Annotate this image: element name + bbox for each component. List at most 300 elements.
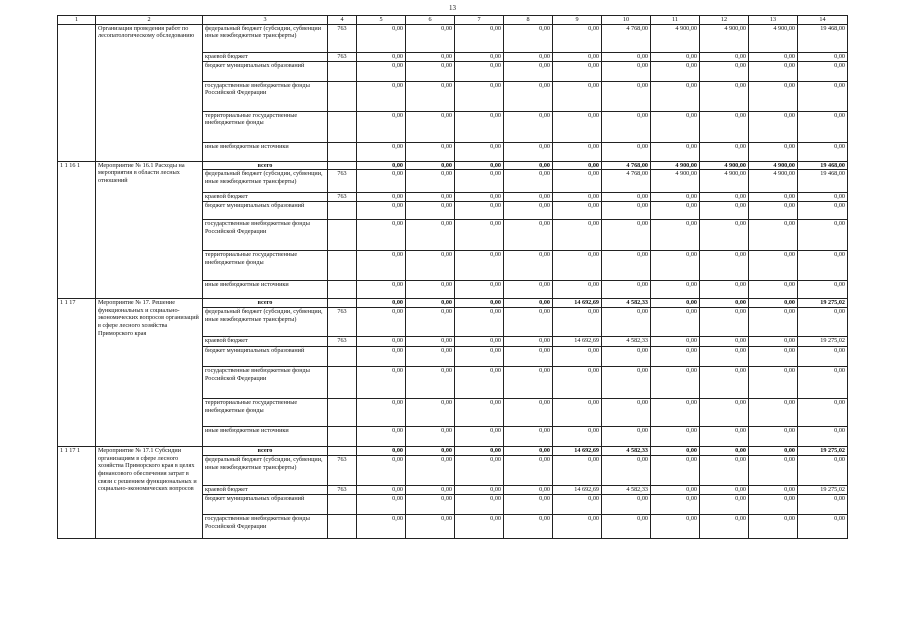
amount-cell: 0,00 (406, 347, 455, 367)
administrator-code (328, 61, 357, 81)
amount-cell: 0,00 (651, 515, 700, 539)
amount-cell: 0,00 (553, 81, 602, 111)
funding-source: федеральный бюджет (субсидии, субвенции, иные межбюджетные трансферты) (203, 308, 328, 337)
amount-cell: 0,00 (798, 193, 848, 202)
amount-cell: 0,00 (602, 81, 651, 111)
amount-cell: 0,00 (504, 281, 553, 299)
item-code: 1 1 16 1 (58, 161, 96, 299)
administrator-code (328, 251, 357, 281)
amount-cell: 0,00 (749, 193, 798, 202)
amount-cell: 0,00 (700, 337, 749, 347)
funding-source: государственные внебюджетные фонды Российской Федерации (203, 220, 328, 251)
administrator-code (328, 111, 357, 142)
amount-cell: 0,00 (455, 337, 504, 347)
column-number-2: 2 (96, 16, 203, 25)
amount-cell: 0,00 (504, 447, 553, 456)
amount-cell: 0,00 (602, 347, 651, 367)
amount-cell: 0,00 (700, 427, 749, 447)
administrator-code (328, 367, 357, 399)
amount-cell: 0,00 (504, 367, 553, 399)
amount-cell: 0,00 (651, 456, 700, 486)
amount-cell: 0,00 (749, 111, 798, 142)
item-code: 1 1 17 1 (58, 447, 96, 539)
amount-cell: 0,00 (602, 202, 651, 220)
amount-cell: 0,00 (700, 399, 749, 427)
amount-cell: 0,00 (749, 299, 798, 308)
amount-cell: 0,00 (700, 251, 749, 281)
amount-cell: 0,00 (357, 308, 406, 337)
amount-cell: 0,00 (700, 299, 749, 308)
item-name: Мероприятие № 17.1 Субсидии организациям в сфере лесного хозяйства Приморского края в целях финансового обеспечения затрат в связи с решением функциональных и социально-экономических вопросов (96, 447, 203, 539)
column-number-10: 10 (602, 16, 651, 25)
amount-cell: 0,00 (651, 61, 700, 81)
funding-source: территориальные государственные внебюджетные фонды (203, 399, 328, 427)
amount-cell: 0,00 (749, 515, 798, 539)
amount-cell: 0,00 (651, 220, 700, 251)
amount-cell: 4 582,33 (602, 447, 651, 456)
administrator-code: 763 (328, 170, 357, 193)
amount-cell: 0,00 (798, 427, 848, 447)
amount-cell: 0,00 (651, 337, 700, 347)
amount-cell: 0,00 (651, 399, 700, 427)
amount-cell: 0,00 (651, 81, 700, 111)
amount-cell: 0,00 (357, 161, 406, 170)
amount-cell: 0,00 (455, 81, 504, 111)
administrator-code (328, 447, 357, 456)
amount-cell: 0,00 (553, 52, 602, 61)
amount-cell: 0,00 (651, 347, 700, 367)
funding-source: государственные внебюджетные фонды Российской Федерации (203, 515, 328, 539)
table-row (58, 24, 848, 52)
amount-cell: 0,00 (406, 495, 455, 515)
amount-cell: 4 900,00 (651, 170, 700, 193)
amount-cell: 0,00 (357, 399, 406, 427)
amount-cell: 0,00 (455, 142, 504, 161)
amount-cell: 0,00 (455, 52, 504, 61)
amount-cell: 0,00 (749, 456, 798, 486)
amount-cell: 19 468,00 (798, 161, 848, 170)
amount-cell: 0,00 (602, 220, 651, 251)
amount-cell: 0,00 (406, 111, 455, 142)
amount-cell: 0,00 (357, 447, 406, 456)
column-number-6: 6 (406, 16, 455, 25)
amount-cell: 0,00 (357, 202, 406, 220)
amount-cell: 0,00 (504, 495, 553, 515)
administrator-code (328, 202, 357, 220)
amount-cell: 19 275,02 (798, 486, 848, 495)
amount-cell: 0,00 (700, 367, 749, 399)
administrator-code (328, 347, 357, 367)
amount-cell: 0,00 (455, 251, 504, 281)
amount-cell: 0,00 (602, 399, 651, 427)
administrator-code: 763 (328, 456, 357, 486)
amount-cell: 0,00 (553, 308, 602, 337)
amount-cell: 0,00 (406, 142, 455, 161)
funding-source: бюджет муниципальных образований (203, 61, 328, 81)
amount-cell: 0,00 (406, 251, 455, 281)
amount-cell: 0,00 (455, 456, 504, 486)
amount-cell: 4 900,00 (700, 24, 749, 52)
amount-cell: 4 900,00 (651, 24, 700, 52)
amount-cell: 0,00 (749, 427, 798, 447)
administrator-code (328, 281, 357, 299)
amount-cell: 0,00 (602, 515, 651, 539)
amount-cell: 0,00 (553, 281, 602, 299)
amount-cell: 0,00 (455, 495, 504, 515)
amount-cell: 0,00 (504, 308, 553, 337)
amount-cell: 0,00 (504, 427, 553, 447)
amount-cell: 0,00 (455, 308, 504, 337)
amount-cell: 0,00 (749, 337, 798, 347)
table-row (58, 299, 848, 308)
amount-cell: 0,00 (455, 447, 504, 456)
amount-cell: 0,00 (504, 347, 553, 367)
column-number-8: 8 (504, 16, 553, 25)
administrator-code (328, 220, 357, 251)
amount-cell: 0,00 (700, 347, 749, 367)
amount-cell: 0,00 (455, 170, 504, 193)
amount-cell: 4 900,00 (749, 161, 798, 170)
amount-cell: 0,00 (504, 220, 553, 251)
amount-cell: 0,00 (749, 486, 798, 495)
amount-cell: 0,00 (455, 202, 504, 220)
amount-cell: 0,00 (700, 142, 749, 161)
amount-cell: 0,00 (455, 61, 504, 81)
amount-cell: 0,00 (553, 161, 602, 170)
amount-cell: 0,00 (504, 251, 553, 281)
amount-cell: 0,00 (455, 220, 504, 251)
amount-cell: 0,00 (357, 170, 406, 193)
funding-source: краевой бюджет (203, 193, 328, 202)
amount-cell: 0,00 (357, 193, 406, 202)
item-name: Мероприятие № 16.1 Расходы на мероприятия в области лесных отношений (96, 161, 203, 299)
amount-cell: 0,00 (749, 81, 798, 111)
funding-source: всего (203, 299, 328, 308)
column-number-3: 3 (203, 16, 328, 25)
amount-cell: 0,00 (700, 52, 749, 61)
amount-cell: 0,00 (553, 427, 602, 447)
amount-cell: 0,00 (602, 61, 651, 81)
administrator-code (328, 299, 357, 308)
amount-cell: 0,00 (406, 24, 455, 52)
amount-cell: 4 582,33 (602, 299, 651, 308)
page-number: 13 (449, 4, 456, 12)
column-number-9: 9 (553, 16, 602, 25)
amount-cell: 0,00 (357, 251, 406, 281)
amount-cell: 0,00 (504, 161, 553, 170)
amount-cell: 0,00 (455, 367, 504, 399)
amount-cell: 0,00 (602, 427, 651, 447)
amount-cell: 0,00 (455, 399, 504, 427)
amount-cell: 0,00 (651, 447, 700, 456)
amount-cell: 0,00 (749, 308, 798, 337)
amount-cell: 0,00 (406, 486, 455, 495)
administrator-code: 763 (328, 308, 357, 337)
administrator-code (328, 515, 357, 539)
amount-cell: 4 900,00 (700, 170, 749, 193)
amount-cell: 0,00 (798, 220, 848, 251)
amount-cell: 0,00 (357, 61, 406, 81)
item-name: Организация проведения работ по лесопатологическому обследованию (96, 24, 203, 161)
column-number-7: 7 (455, 16, 504, 25)
amount-cell: 0,00 (455, 347, 504, 367)
amount-cell: 0,00 (602, 111, 651, 142)
item-name: Мероприятие № 17. Решение функциональных и социально-экономических вопросов организаций в сфере лесного хозяйства Приморского края (96, 299, 203, 447)
amount-cell: 0,00 (357, 337, 406, 347)
administrator-code: 763 (328, 52, 357, 61)
column-number-13: 13 (749, 16, 798, 25)
administrator-code: 763 (328, 337, 357, 347)
amount-cell: 0,00 (357, 486, 406, 495)
funding-source: федеральный бюджет (субсидии, субвенции, иные межбюджетные трансферты) (203, 170, 328, 193)
amount-cell: 0,00 (602, 251, 651, 281)
funding-source: территориальные государственные внебюджетные фонды (203, 111, 328, 142)
amount-cell: 0,00 (651, 202, 700, 220)
amount-cell: 0,00 (504, 111, 553, 142)
amount-cell: 19 275,02 (798, 447, 848, 456)
amount-cell: 0,00 (504, 24, 553, 52)
amount-cell: 0,00 (700, 61, 749, 81)
budget-table (57, 15, 848, 539)
amount-cell: 0,00 (651, 281, 700, 299)
amount-cell: 0,00 (798, 61, 848, 81)
table-row (58, 161, 848, 170)
amount-cell: 0,00 (553, 142, 602, 161)
amount-cell: 0,00 (798, 367, 848, 399)
amount-cell: 0,00 (357, 515, 406, 539)
amount-cell: 0,00 (553, 220, 602, 251)
amount-cell: 0,00 (798, 202, 848, 220)
funding-source: иные внебюджетные источники (203, 427, 328, 447)
amount-cell: 0,00 (651, 251, 700, 281)
amount-cell: 0,00 (357, 456, 406, 486)
amount-cell: 0,00 (455, 427, 504, 447)
amount-cell: 0,00 (455, 299, 504, 308)
administrator-code (328, 399, 357, 427)
funding-source: краевой бюджет (203, 337, 328, 347)
amount-cell: 0,00 (749, 251, 798, 281)
amount-cell: 0,00 (798, 308, 848, 337)
amount-cell: 0,00 (504, 515, 553, 539)
amount-cell: 0,00 (455, 24, 504, 52)
amount-cell: 0,00 (357, 281, 406, 299)
funding-source: территориальные государственные внебюджетные фонды (203, 251, 328, 281)
amount-cell: 0,00 (798, 495, 848, 515)
amount-cell: 0,00 (749, 202, 798, 220)
amount-cell: 0,00 (749, 220, 798, 251)
amount-cell: 0,00 (602, 52, 651, 61)
amount-cell: 0,00 (651, 193, 700, 202)
amount-cell: 0,00 (798, 142, 848, 161)
funding-source: федеральный бюджет (субсидии, субвенции, иные межбюджетные трансферты) (203, 456, 328, 486)
amount-cell: 0,00 (749, 347, 798, 367)
column-number-5: 5 (357, 16, 406, 25)
amount-cell: 4 768,00 (602, 170, 651, 193)
amount-cell: 4 900,00 (749, 24, 798, 52)
column-number-4: 4 (328, 16, 357, 25)
amount-cell: 4 900,00 (700, 161, 749, 170)
amount-cell: 0,00 (406, 515, 455, 539)
amount-cell: 0,00 (553, 515, 602, 539)
amount-cell: 0,00 (406, 81, 455, 111)
amount-cell: 0,00 (553, 193, 602, 202)
amount-cell: 4 900,00 (749, 170, 798, 193)
amount-cell: 0,00 (602, 495, 651, 515)
column-number-14: 14 (798, 16, 848, 25)
amount-cell: 0,00 (798, 281, 848, 299)
amount-cell: 0,00 (553, 170, 602, 193)
amount-cell: 0,00 (357, 347, 406, 367)
amount-cell: 0,00 (357, 24, 406, 52)
table-row (58, 447, 848, 456)
administrator-code: 763 (328, 24, 357, 52)
amount-cell: 0,00 (504, 52, 553, 61)
amount-cell: 0,00 (406, 447, 455, 456)
amount-cell: 0,00 (700, 81, 749, 111)
amount-cell: 0,00 (651, 52, 700, 61)
amount-cell: 0,00 (357, 52, 406, 61)
amount-cell: 0,00 (455, 111, 504, 142)
item-code (58, 24, 96, 161)
amount-cell: 19 275,02 (798, 337, 848, 347)
amount-cell: 0,00 (700, 111, 749, 142)
amount-cell: 0,00 (749, 52, 798, 61)
amount-cell: 0,00 (504, 456, 553, 486)
amount-cell: 0,00 (406, 367, 455, 399)
amount-cell: 0,00 (602, 193, 651, 202)
amount-cell: 0,00 (406, 308, 455, 337)
amount-cell: 0,00 (406, 456, 455, 486)
amount-cell: 0,00 (749, 447, 798, 456)
amount-cell: 0,00 (357, 299, 406, 308)
amount-cell: 14 692,69 (553, 486, 602, 495)
amount-cell: 0,00 (406, 220, 455, 251)
amount-cell: 0,00 (651, 367, 700, 399)
amount-cell: 0,00 (651, 308, 700, 337)
amount-cell: 0,00 (504, 299, 553, 308)
amount-cell: 0,00 (357, 220, 406, 251)
amount-cell: 0,00 (700, 456, 749, 486)
administrator-code (328, 161, 357, 170)
amount-cell: 0,00 (602, 142, 651, 161)
funding-source: иные внебюджетные источники (203, 142, 328, 161)
administrator-code (328, 427, 357, 447)
amount-cell: 0,00 (357, 111, 406, 142)
amount-cell: 4 582,33 (602, 337, 651, 347)
amount-cell: 0,00 (406, 193, 455, 202)
amount-cell: 0,00 (700, 495, 749, 515)
amount-cell: 0,00 (651, 486, 700, 495)
amount-cell: 0,00 (504, 193, 553, 202)
funding-source: иные внебюджетные источники (203, 281, 328, 299)
amount-cell: 0,00 (553, 251, 602, 281)
amount-cell: 0,00 (406, 299, 455, 308)
amount-cell: 0,00 (700, 486, 749, 495)
amount-cell: 0,00 (504, 399, 553, 427)
amount-cell: 0,00 (504, 142, 553, 161)
amount-cell: 0,00 (651, 111, 700, 142)
amount-cell: 0,00 (455, 486, 504, 495)
amount-cell: 0,00 (700, 515, 749, 539)
amount-cell: 19 468,00 (798, 170, 848, 193)
amount-cell: 0,00 (504, 486, 553, 495)
amount-cell: 0,00 (406, 161, 455, 170)
amount-cell: 0,00 (798, 399, 848, 427)
amount-cell: 4 900,00 (651, 161, 700, 170)
amount-cell: 0,00 (700, 202, 749, 220)
amount-cell: 0,00 (798, 456, 848, 486)
amount-cell: 0,00 (602, 308, 651, 337)
amount-cell: 0,00 (700, 447, 749, 456)
administrator-code (328, 495, 357, 515)
amount-cell: 0,00 (406, 399, 455, 427)
amount-cell: 0,00 (602, 367, 651, 399)
amount-cell: 0,00 (504, 81, 553, 111)
amount-cell: 0,00 (406, 202, 455, 220)
column-number-12: 12 (700, 16, 749, 25)
funding-source: краевой бюджет (203, 486, 328, 495)
header-row (58, 16, 848, 25)
administrator-code (328, 142, 357, 161)
amount-cell: 0,00 (553, 456, 602, 486)
funding-source: государственные внебюджетные фонды Российской Федерации (203, 367, 328, 399)
funding-source: краевой бюджет (203, 52, 328, 61)
funding-source: бюджет муниципальных образований (203, 202, 328, 220)
amount-cell: 0,00 (357, 427, 406, 447)
column-number-11: 11 (651, 16, 700, 25)
amount-cell: 0,00 (798, 81, 848, 111)
amount-cell: 0,00 (798, 251, 848, 281)
amount-cell: 0,00 (798, 111, 848, 142)
amount-cell: 0,00 (406, 281, 455, 299)
amount-cell: 0,00 (651, 142, 700, 161)
amount-cell: 0,00 (455, 193, 504, 202)
amount-cell: 4 768,00 (602, 161, 651, 170)
amount-cell: 0,00 (700, 308, 749, 337)
amount-cell: 0,00 (406, 427, 455, 447)
funding-source: всего (203, 447, 328, 456)
amount-cell: 0,00 (749, 281, 798, 299)
funding-source: бюджет муниципальных образований (203, 347, 328, 367)
amount-cell: 0,00 (749, 367, 798, 399)
amount-cell: 0,00 (504, 61, 553, 81)
funding-source: бюджет муниципальных образований (203, 495, 328, 515)
amount-cell: 0,00 (406, 337, 455, 347)
amount-cell: 0,00 (504, 202, 553, 220)
amount-cell: 0,00 (651, 427, 700, 447)
funding-source: государственные внебюджетные фонды Российской Федерации (203, 81, 328, 111)
amount-cell: 0,00 (455, 281, 504, 299)
funding-source: всего (203, 161, 328, 170)
amount-cell: 0,00 (798, 515, 848, 539)
amount-cell: 0,00 (406, 61, 455, 81)
amount-cell: 0,00 (553, 111, 602, 142)
amount-cell: 0,00 (357, 367, 406, 399)
amount-cell: 14 692,69 (553, 447, 602, 456)
amount-cell: 0,00 (553, 347, 602, 367)
amount-cell: 0,00 (455, 161, 504, 170)
amount-cell: 0,00 (553, 202, 602, 220)
amount-cell: 0,00 (651, 299, 700, 308)
amount-cell: 0,00 (700, 193, 749, 202)
amount-cell: 0,00 (700, 281, 749, 299)
amount-cell: 0,00 (553, 24, 602, 52)
item-code: 1 1 17 (58, 299, 96, 447)
administrator-code (328, 81, 357, 111)
column-number-1: 1 (58, 16, 96, 25)
administrator-code: 763 (328, 486, 357, 495)
amount-cell: 0,00 (357, 142, 406, 161)
